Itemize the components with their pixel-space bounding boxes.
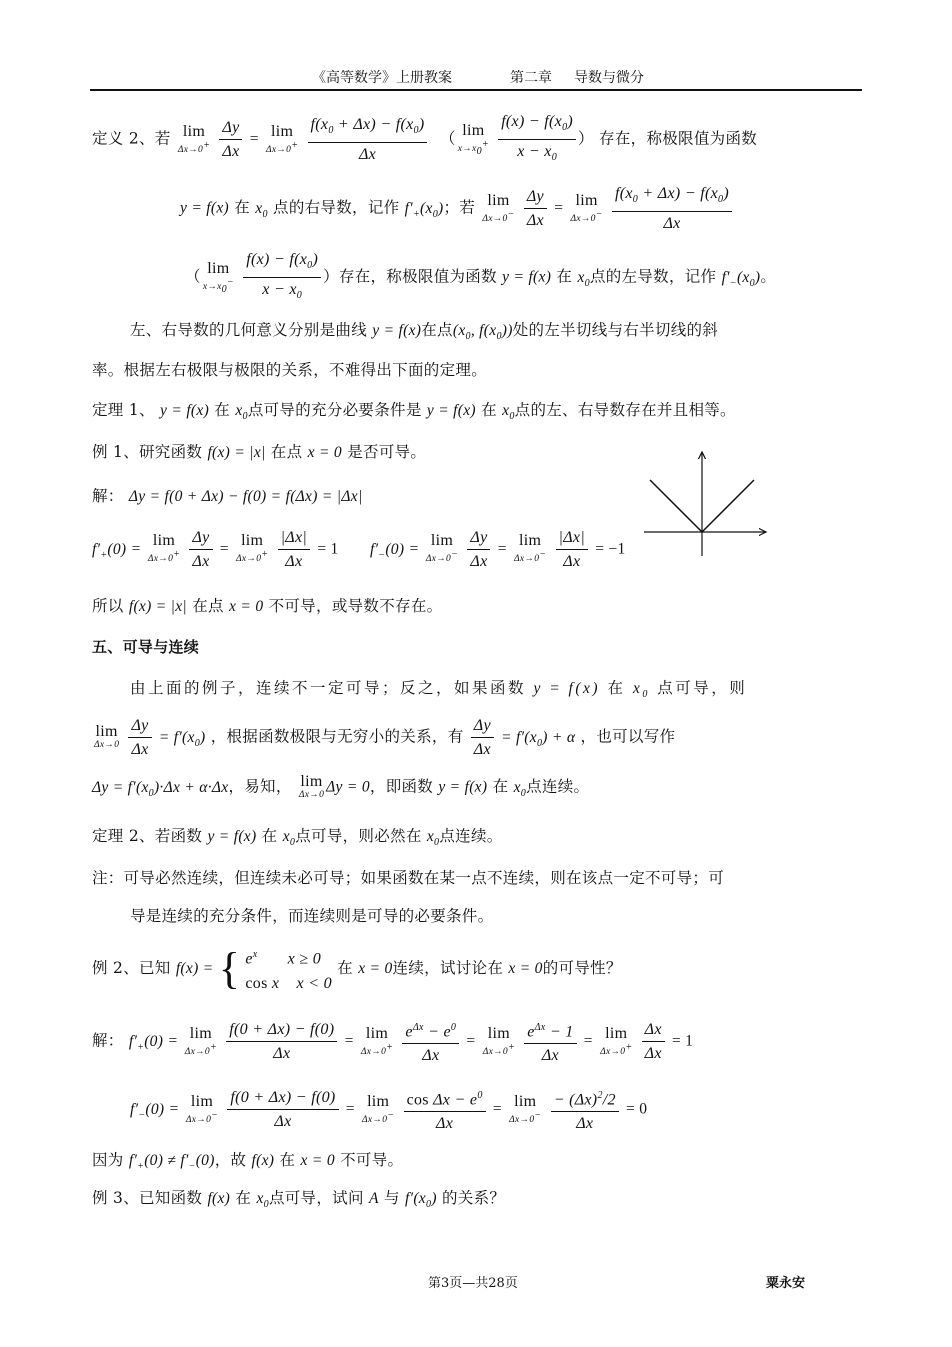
page-number: 第3页—共28页 — [428, 1276, 518, 1291]
word-zai: 在 — [481, 401, 497, 419]
def2-label: 定义 2、若 — [92, 129, 171, 148]
ex2-label: 例 2、已知 — [92, 959, 171, 978]
section5-para-line2: lim Δx→0 $\frac{\Delta y}{\Delta x}$ = $f'(x_0)$ ，根据函数极限与无穷小的关系，有 $\frac{\Delta y}{\Delta x}$ = $f'(x_0) + \alpha$ ，也可以写作 — [94, 717, 676, 758]
author-name: 粟永安 — [766, 1276, 806, 1291]
example1-solution-2: $f'_+(0)$ = lim Δx→0+ $\frac{\Delta y}{\Delta x}$ = lim Δx→0+ $\frac{|\Delta x|}{\Delta x}$ = 1 $f'_-(0)$ = lim Δx→0− $\frac{\Delta y}{\Delta x}$ = lim Δx→0− $\frac{|\Delta x|}{\Delta x}$ = −1 — [92, 529, 626, 570]
geo-text-1c: 处的左半切线与右半切线的斜 — [512, 321, 719, 339]
section5-para-line1: 由上面的例子，连续不一定可导；反之，如果函数 y = f(x) 在 $x_0$ 点可导，则 — [130, 679, 748, 701]
so-text-b: 不可导，或导数不存在。 — [268, 597, 443, 615]
section5-para-line3: $\Delta y = f'(x_0)\cdot\Delta x + \alpha\cdot\Delta x$，易知， lim Δx→0 Δy = 0，即函数 y = f(x) 在 $x_0$点连续。 — [92, 773, 590, 800]
left-derivative-text: 点的左导数，记作 — [589, 267, 717, 286]
word-zai: 在 — [214, 401, 231, 419]
ex2-text-b: 连续，试讨论在 — [392, 959, 504, 978]
header-section: 导数与微分 — [574, 70, 644, 86]
ex1-text-b: 在点 — [270, 443, 303, 461]
ruo-text: ；若 — [443, 198, 476, 217]
right-derivative-text: 点的右导数，记作 — [273, 198, 400, 217]
note-line1: 注：可导必然连续，但连续未必可导；如果函数在某一点不连续，则在该点一定不可导；可 — [92, 869, 725, 887]
example1-solution-1: 解： Δy = f(0 + Δx) − f(0) = f(Δx) = |Δx| — [92, 487, 363, 505]
thm1-text-c: 点的左、右导数存在并且相等。 — [514, 401, 736, 419]
theorem2: 定理 2、若函数 y = f(x) 在 $x_0$点可导，则必然在 $x_0$点连续。 — [92, 827, 503, 849]
ex2-text-c: 的可导性？ — [542, 959, 622, 978]
left-exist-text: 存在，称极限值为函数 — [338, 267, 497, 286]
def2-line2: y = f(x) 在 $x_0$ 点的右导数，记作 $f'_+(x_0)$；若 lim Δx→0− $\frac{\Delta y}{\Delta x}$ = lim Δx→0− $\frac{f(x_0 + \Delta x) - f(x_0)}{\Delta x}$ — [180, 184, 734, 233]
p3c-text: 点连续。 — [526, 777, 590, 796]
ex3-label: 例 3、已知函数 — [92, 1189, 203, 1207]
example2: 例 2、已知 f(x) = { $e^x$ x ≥ 0 cos x x < 0 在 x = 0连续，试讨论在 x = 0的可导性？ — [92, 944, 622, 994]
ex3-text-b: 点可导，试问 — [268, 1189, 364, 1207]
p1b-text: 点可导，则 — [657, 679, 748, 697]
thm2-text-b: 点可导，则必然在 — [295, 827, 422, 845]
ex3-text-d: 的关系？ — [442, 1189, 506, 1207]
def2-line1: 定义 2、若 lim Δx→0+ $\frac{\Delta y}{\Delta x}$ = lim Δx→0+ $\frac{f(x_0 + \Delta x) - f(x_0)}{\Delta x}$ （ lim $x\to x_0^+$ $\frac{f(x) - f(x_0)}{x - x_0}$ ） 存在，称极限值为函数 — [92, 113, 758, 164]
ex3-text-c: 与 — [384, 1189, 400, 1207]
example1-conclusion: 所以 f(x) = |x| 在点 x = 0 不可导，或导数不存在。 — [92, 597, 443, 615]
example1: 例 1、研究函数 f(x) = |x| 在点 x = 0 是否可导。 — [92, 443, 427, 461]
header-book-title: 《高等数学》上册教案 — [312, 70, 452, 86]
note-line2: 导是连续的充分条件，而连续则是可导的必要条件。 — [130, 907, 494, 925]
word-zai: 在 — [235, 1189, 252, 1207]
p2a-text: ，根据函数极限与无穷小的关系，有 — [210, 727, 464, 746]
thm2-label: 定理 2、若函数 — [92, 827, 203, 845]
geo-text-1b: 在点 — [421, 321, 453, 339]
p1-text: 由上面的例子，连续不一定可导；反之，如果函数 — [130, 679, 527, 697]
p3a-text: ，易知， — [228, 777, 292, 796]
solution-label: 解： — [92, 487, 124, 505]
example2-solution-left: $f'_-(0)$ = lim Δx→0− $\frac{f(0 + \Delta x) - f(0)}{\Delta x}$ = lim Δx→0− $\frac{\cos \Delta x - e^0}{\Delta x}$ = lim Δx→0− $\frac{- (\Delta x)^2/2}{\Delta x}$ = 0 — [130, 1086, 647, 1133]
geometric-meaning-line1: 左、右导数的几何意义分别是曲线 y = f(x)在点($x_0$, $f(x_0)$)处的左半切线与右半切线的斜 — [130, 321, 719, 343]
def2-exist-text: 存在，称极限值为函数 — [599, 129, 758, 148]
p2b-text: ，也可以写作 — [580, 727, 676, 746]
ex1-text-b2: 在点 — [192, 597, 224, 615]
header-chapter: 第二章 — [510, 70, 552, 86]
ex1-label: 例 1、研究函数 — [92, 443, 203, 461]
p3b-text: ，即函数 — [369, 777, 434, 796]
thm1-label: 定理 1、 — [92, 401, 155, 419]
theorem1: 定理 1、 y = f(x) 在 $x_0$点可导的充分必要条件是 y = f(x) 在 $x_0$点的左、右导数存在并且相等。 — [92, 401, 736, 423]
because-text-c: 不可导。 — [340, 1151, 404, 1169]
geometric-meaning-line2: 率。根据左右极限与极限的关系，不难得出下面的定理。 — [92, 361, 488, 379]
thm2-text-c: 点连续。 — [439, 827, 503, 845]
solution-label-2: 解： — [92, 1031, 124, 1050]
word-zai: 在 — [279, 1151, 296, 1169]
section5-heading: 五、可导与连续 — [92, 638, 200, 656]
because-label: 因为 — [92, 1151, 124, 1169]
example2-conclusion: 因为 $f'_+(0) \ne f'_-(0)$，故 f(x) 在 x = 0 不可导。 — [92, 1151, 404, 1173]
because-text-b: ，故 — [214, 1151, 247, 1169]
word-zai: 在 — [337, 959, 353, 978]
word-zai: 在 — [261, 827, 278, 845]
word-zai: 在 — [234, 198, 251, 217]
abs-value-graph-icon — [640, 448, 770, 558]
geo-text-1: 左、右导数的几何意义分别是曲线 — [130, 321, 368, 339]
ex1-text-c: 是否可导。 — [347, 443, 427, 461]
word-zai: 在 — [556, 267, 573, 286]
page-header — [90, 67, 862, 91]
so-label: 所以 — [92, 597, 124, 615]
def2-line3: （ lim $x\to x_0^-$ $\frac{f(x) - f(x_0)}{x - x_0}$ ）存在，称极限值为函数 y = f(x) 在 $x_0$点的左导数，记作 $f'_-(x_0)$。 — [185, 251, 777, 302]
thm1-text-b: 点可导的充分必要条件是 — [247, 401, 422, 419]
word-zai: 在 — [607, 679, 626, 697]
example3: 例 3、已知函数 f(x) 在 $x_0$点可导，试问 A 与 $f'(x_0)$ 的关系？ — [92, 1189, 506, 1211]
example2-solution-right: 解： $f'_+(0)$ = lim Δx→0+ $\frac{f(0 + \Delta x) - f(0)}{\Delta x}$ = lim Δx→0+ $\frac{e^{\Delta x} - e^0}{\Delta x}$ = lim Δx→0+ $\frac{e^{\Delta x} - 1}{\Delta x}$ = lim Δx→0+ $\frac{\Delta x}{\Delta x}$ = 1 — [92, 1018, 693, 1065]
word-zai: 在 — [492, 777, 509, 796]
